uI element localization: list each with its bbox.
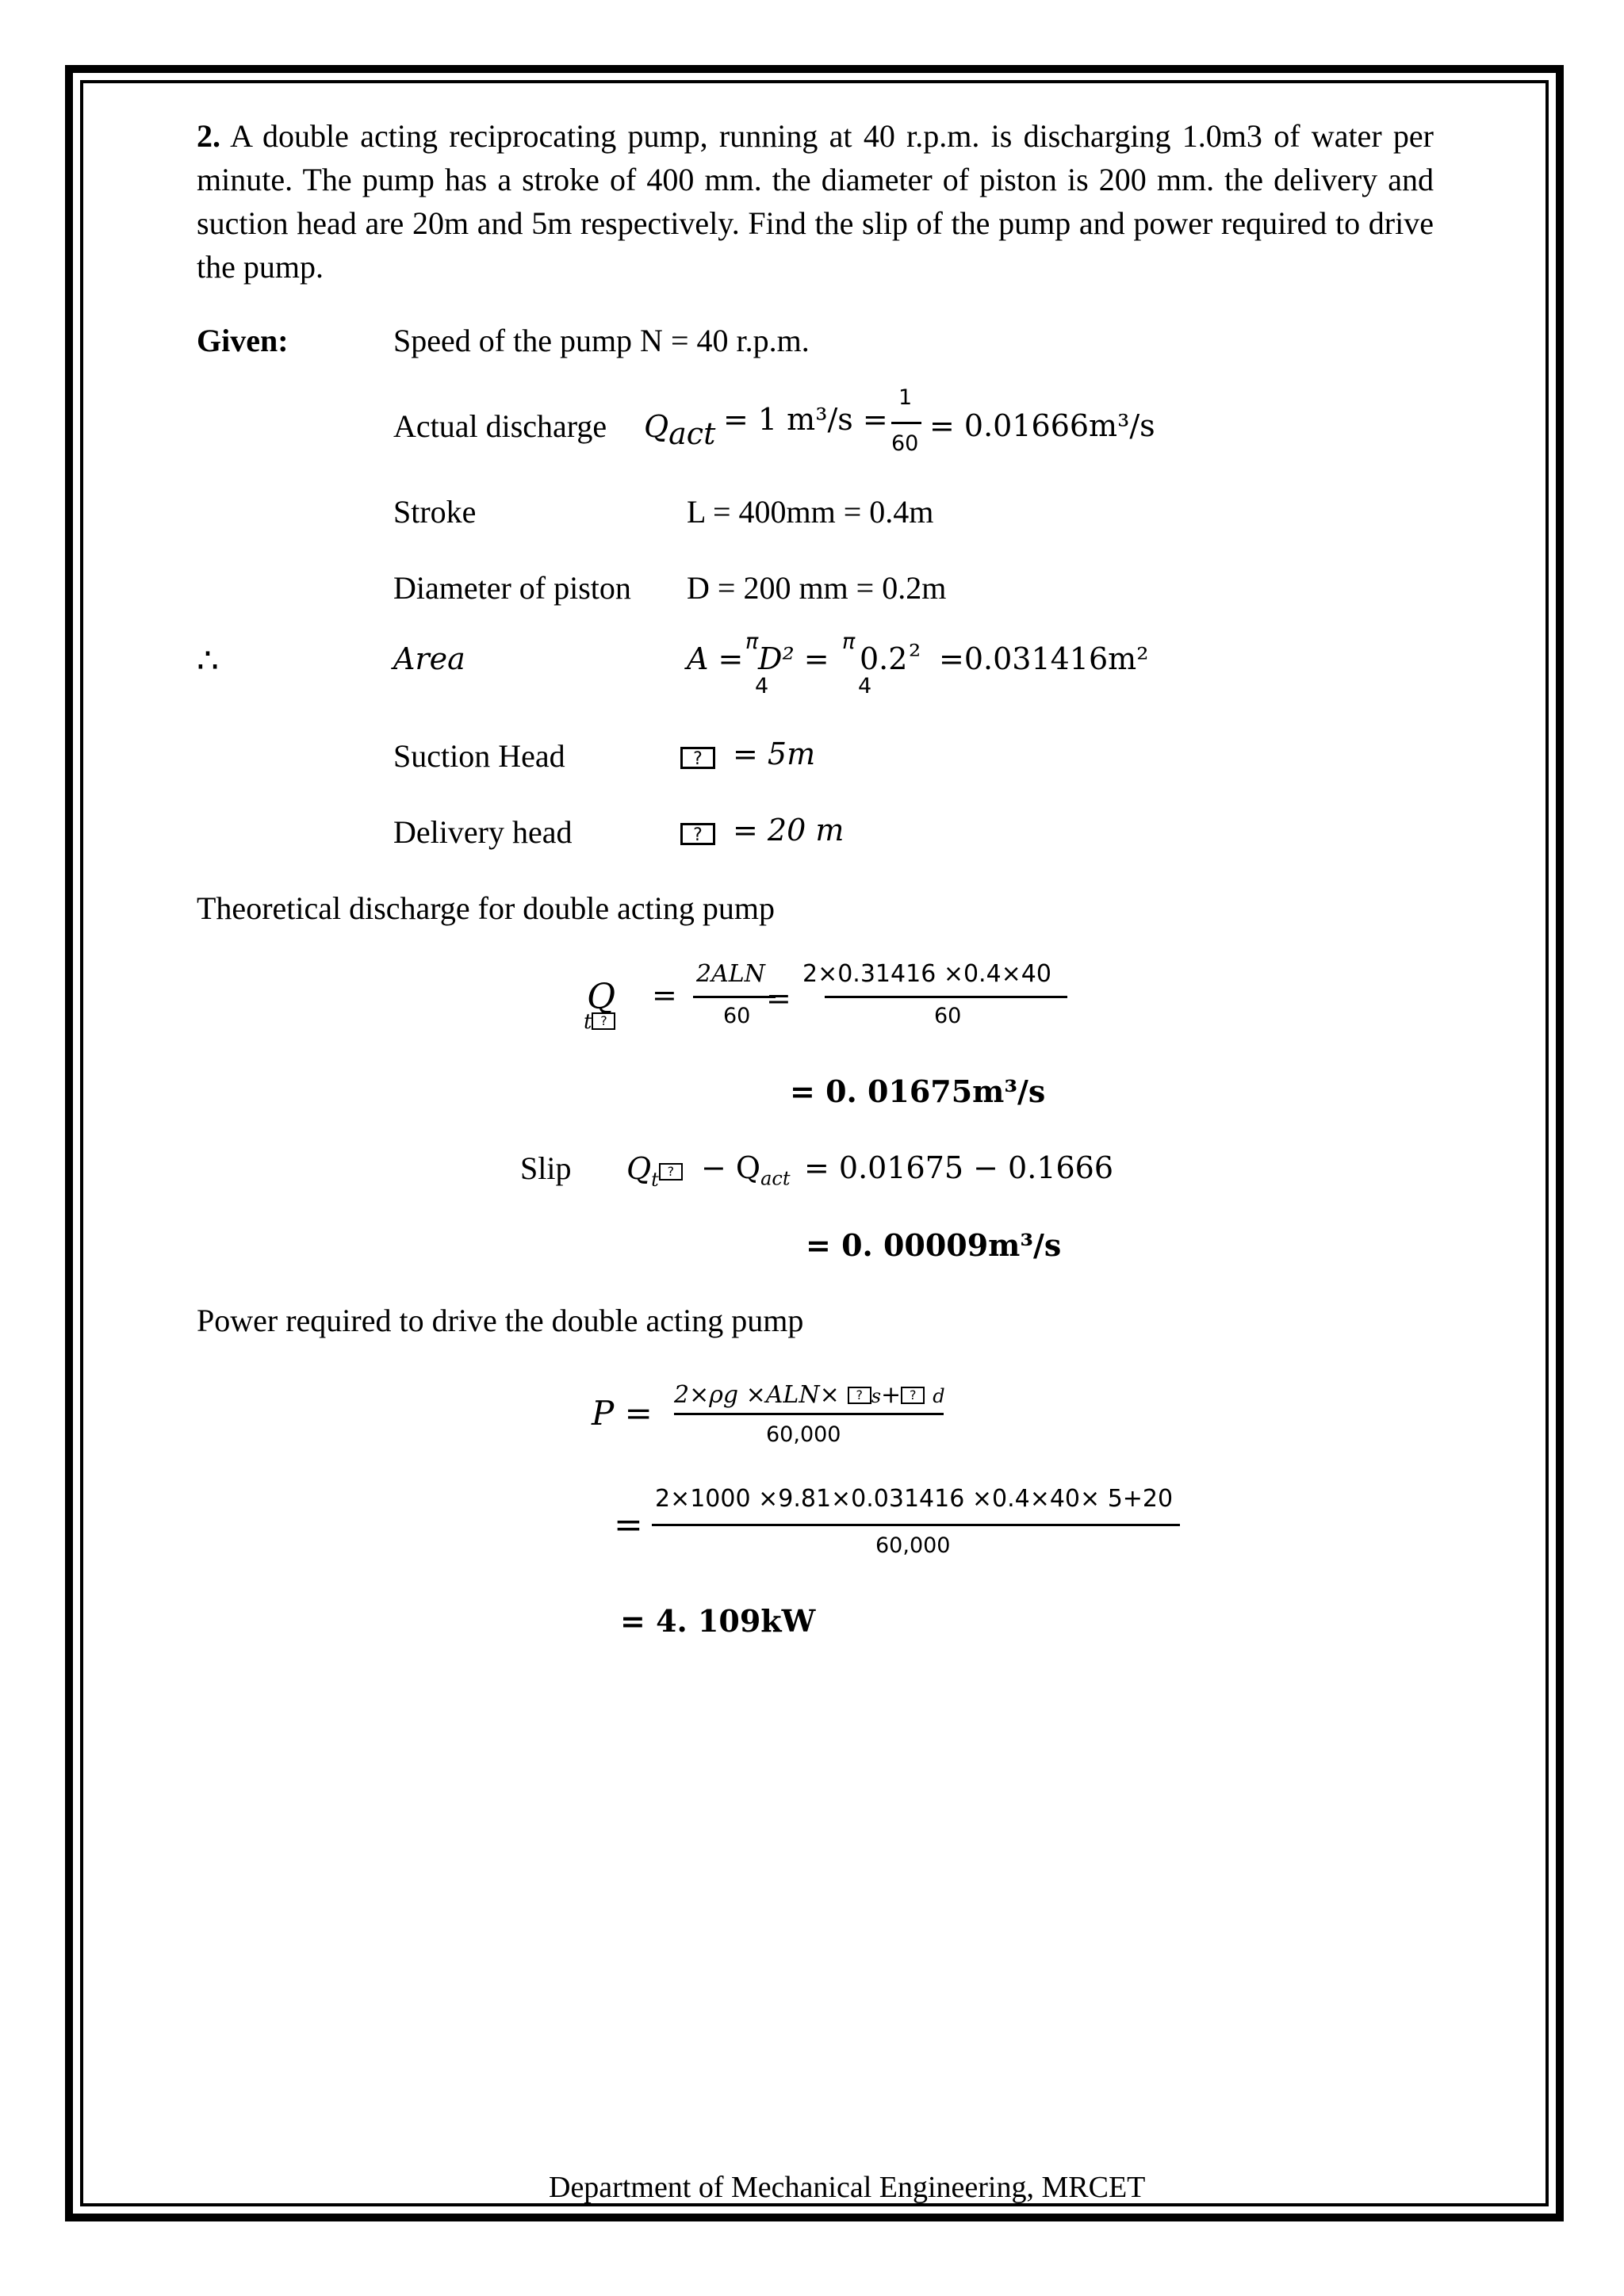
suction-head-symbol bbox=[680, 739, 715, 771]
power-denominator-2: 60,000 bbox=[875, 1533, 951, 1558]
area-squared: ² bbox=[909, 638, 921, 673]
missing-glyph-icon: ? bbox=[659, 1163, 683, 1181]
area-denominator-1: 4 bbox=[755, 674, 769, 698]
area-label: Area bbox=[393, 641, 465, 676]
slip-label: Slip bbox=[520, 1150, 572, 1186]
delivery-head-label: Delivery head bbox=[393, 814, 573, 850]
diameter-value: D = 200 mm = 0.2m bbox=[687, 570, 947, 606]
q-theoretical-result: = 0. 01675m³/s bbox=[790, 1073, 1046, 1109]
diameter-label: Diameter of piston bbox=[393, 570, 631, 606]
q-theoretical-subscript: t ? bbox=[584, 1002, 615, 1034]
q-theoretical-num-2: 2×0.31416 ×0.4×40 bbox=[802, 960, 1051, 988]
area-a: A = bbox=[687, 641, 744, 676]
delivery-head-value: = 20 m bbox=[733, 813, 845, 848]
q-theoretical-equals-1: = bbox=[652, 978, 677, 1012]
area-d-squared: D² = bbox=[758, 641, 829, 676]
therefore-symbol: ∴ bbox=[197, 641, 219, 680]
problem-text: A double acting reciprocating pump, running at 40 r.p.m. is discharging 1.0m3 of water per minute. The pump has a stroke of 400 mm. the diameter of piston is 200 mm. the delivery and suction head are 20m and 5m respectively. Find the slip of the pump and power required to drive the pump. bbox=[197, 118, 1434, 285]
q-act-fraction-denominator: 60 bbox=[891, 431, 919, 456]
q-theoretical-equals-2: = bbox=[766, 981, 791, 1016]
q-act-equation: = 1 m³/s = bbox=[723, 402, 888, 437]
problem-statement bbox=[197, 114, 1434, 289]
page-border-inner bbox=[80, 80, 1549, 2206]
slip-q-theoretical: $Q_t$ ? bbox=[626, 1153, 683, 1189]
q-theoretical-den-1: 60 bbox=[723, 1004, 751, 1028]
area-pi-2: π bbox=[842, 629, 856, 654]
area-zero-point-two: 0.2 bbox=[860, 641, 908, 676]
theoretical-heading: Theoretical discharge for double acting pump bbox=[197, 890, 776, 926]
given-speed: Speed of the pump N = 40 r.p.m. bbox=[393, 323, 810, 358]
q-act-fraction-line bbox=[891, 422, 921, 424]
area-pi-1: π bbox=[745, 629, 759, 654]
stroke-value: L = 400mm = 0.4m bbox=[687, 494, 934, 530]
power-equals-2: = bbox=[614, 1505, 643, 1545]
missing-glyph-icon: ? bbox=[680, 823, 715, 845]
area-result: =0.031416m² bbox=[939, 641, 1149, 676]
suction-head-value: = 5m bbox=[733, 737, 816, 771]
power-result: = 4. 109kW bbox=[620, 1603, 816, 1639]
suction-head-label: Suction Head bbox=[393, 738, 565, 774]
slip-minus-q-act: − $Q_{act}$ bbox=[701, 1150, 791, 1190]
page-footer: Department of Mechanical Engineering, MRCET bbox=[549, 2171, 1146, 2204]
missing-glyph-icon: ? bbox=[680, 747, 715, 769]
area-denominator-2: 4 bbox=[858, 674, 872, 698]
q-theoretical-symbol: Q bbox=[587, 977, 616, 1017]
delivery-head-symbol bbox=[680, 815, 715, 847]
q-theoretical-fraction-line-1 bbox=[693, 996, 776, 998]
q-act-fraction-numerator: 1 bbox=[898, 385, 913, 410]
q-theoretical-den-2: 60 bbox=[934, 1004, 962, 1028]
given-heading: Given: bbox=[197, 323, 289, 358]
q-act-symbol: $Q_{act}$ bbox=[644, 409, 716, 451]
power-fraction-line-2 bbox=[652, 1524, 1180, 1526]
power-heading: Power required to drive the double acting pump bbox=[197, 1303, 804, 1338]
stroke-label: Stroke bbox=[393, 494, 477, 530]
q-theoretical-fraction-line-2 bbox=[825, 996, 1067, 998]
power-numerator-1: 2×ρg ×ALN× ? s+ ? d bbox=[674, 1381, 945, 1409]
power-denominator-1: 60,000 bbox=[766, 1422, 841, 1447]
slip-expression: = 0.01675 − 0.1666 bbox=[804, 1150, 1114, 1185]
missing-glyph-icon: ? bbox=[901, 1387, 925, 1404]
power-p-label: P = bbox=[592, 1394, 653, 1433]
power-numerator-2: 2×1000 ×9.81×0.031416 ×0.4×40× 5+20 bbox=[655, 1485, 1174, 1513]
q-theoretical-num-1: 2ALN bbox=[696, 960, 765, 988]
problem-number: 2. bbox=[197, 118, 220, 154]
q-act-result: = 0.01666m³/s bbox=[929, 408, 1155, 443]
missing-glyph-icon: ? bbox=[592, 1012, 615, 1030]
actual-discharge-label: Actual discharge bbox=[393, 408, 607, 444]
missing-glyph-icon: ? bbox=[848, 1387, 871, 1404]
slip-result: = 0. 00009m³/s bbox=[806, 1227, 1062, 1263]
power-fraction-line-1 bbox=[674, 1413, 944, 1415]
